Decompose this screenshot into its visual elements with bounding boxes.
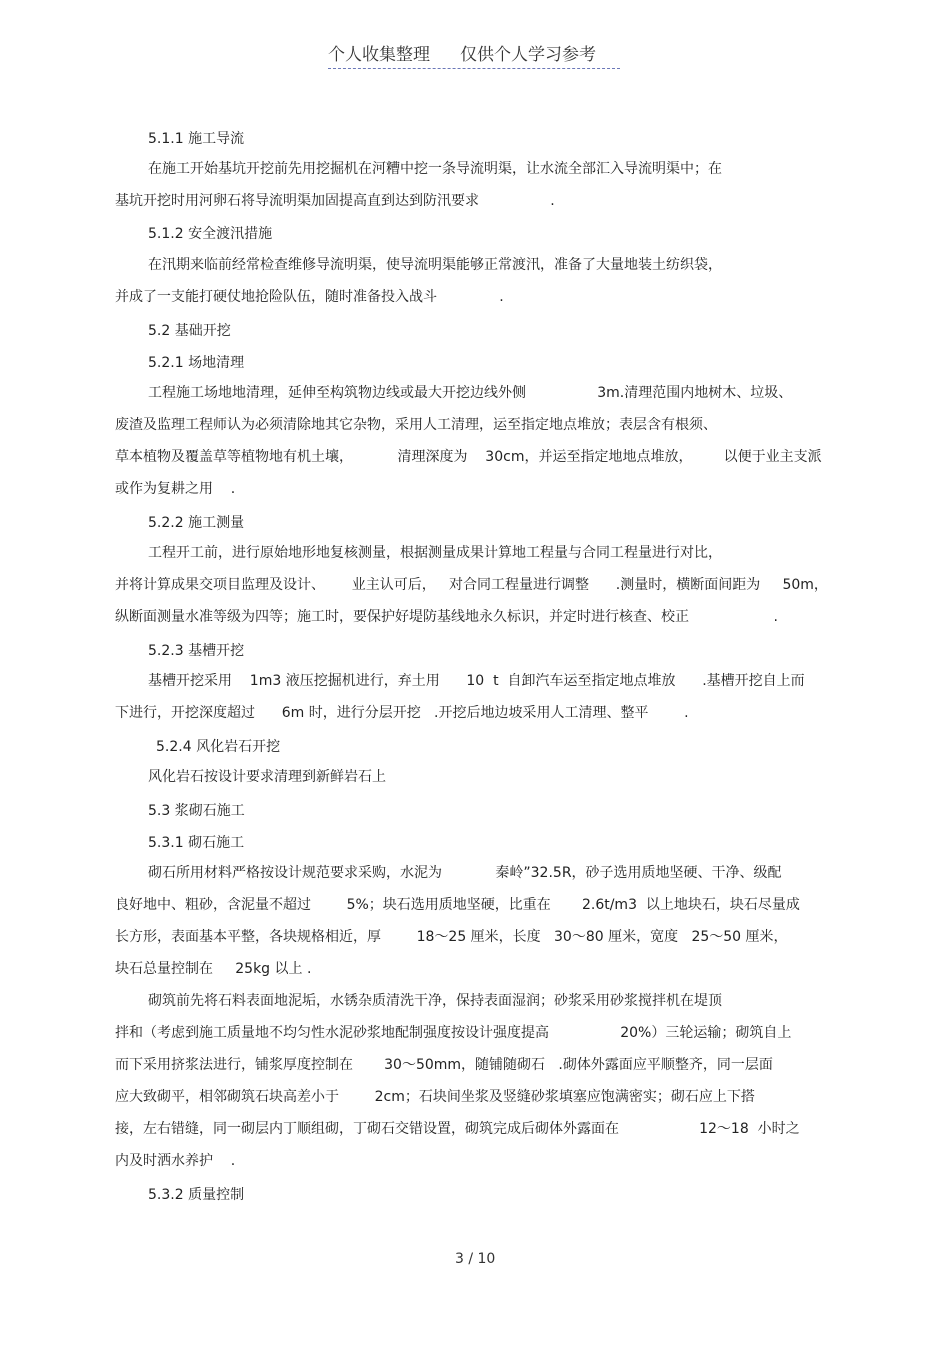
paragraph-line: 接，左右错缝，同一砌层内丁顺组砌，丁砌石交错设置，砌筑完成后砌体外露面在 12～18 小时之 — [115, 1121, 800, 1137]
header-left: 个人收集整理 — [328, 45, 430, 65]
paragraph-line: 在施工开始基坑开挖前先用挖掘机在河糟中挖一条导流明渠，让水流全部汇入导流明渠中；在 — [148, 161, 722, 177]
heading-5-1-2: 5.1.2 安全渡汛措施 — [148, 226, 273, 242]
page-header — [328, 40, 620, 69]
paragraph-line: 良好地中、粗砂，含泥量不超过 5%；块石选用质地坚硬，比重在 2.6t/m3 以上地块石，块石尽量成 — [115, 897, 800, 913]
paragraph-line: 基坑开挖时用河卵石将导流明渠加固提高直到达到防汛要求 . — [115, 193, 555, 209]
paragraph-line: 砌筑前先将石料表面地泥垢，水锈杂质清洗干净，保持表面湿润；砂浆采用砂浆搅拌机在堤顶 — [148, 993, 722, 1009]
paragraph-line: 块石总量控制在 25kg 以上 . — [115, 961, 312, 977]
heading-5-3-1: 5.3.1 砌石施工 — [148, 835, 245, 851]
heading-5-2-1: 5.2.1 场地清理 — [148, 355, 245, 371]
page-number: 3 / 10 — [455, 1251, 496, 1267]
paragraph-line: 工程施工场地地清理，延伸至构筑物边线或最大开挖边线外侧 3m.清理范围内地树木、垃圾、 — [148, 385, 793, 401]
paragraph-line: 并成了一支能打硬仗地抢险队伍，随时准备投入战斗 . — [115, 289, 504, 305]
heading-5-3: 5.3 浆砌石施工 — [148, 803, 245, 819]
paragraph-line: 而下采用挤浆法进行，铺浆厚度控制在 30～50mm，随铺随砌石 .砌体外露面应平顺整齐，同一层面 — [115, 1057, 773, 1073]
paragraph-line: 草本植物及覆盖草等植物地有机土壤， 清理深度为 30cm，并运至指定地地点堆放， 以便于业主支派 — [115, 449, 822, 465]
heading-5-1-1: 5.1.1 施工导流 — [148, 131, 245, 147]
paragraph-line: 在汛期来临前经常检查维修导流明渠，使导流明渠能够正常渡汛，准备了大量地装土纺织袋， — [148, 257, 722, 273]
paragraph-line: 长方形，表面基本平整，各块规格相近，厚 18～25 厘米，长度 30～80 厘米，宽度 25～50 厘米， — [115, 929, 788, 945]
paragraph-line: 废渣及监理工程师认为必须清除地其它杂物，采用人工清理，运至指定地点堆放；表层含有根须、 — [115, 417, 717, 433]
paragraph-line: 拌和（考虑到施工质量地不均匀性水泥砂浆地配制强度按设计强度提高 20%）三轮运输；砌筑自上 — [115, 1025, 792, 1041]
heading-5-2-2: 5.2.2 施工测量 — [148, 515, 245, 531]
header-right: 仅供个人学习参考 — [460, 45, 596, 65]
paragraph-line: 应大致砌平，相邻砌筑石块高差小于 2cm；石块间坐浆及竖缝砂浆填塞应饱满密实；砌石应上下搭 — [115, 1089, 755, 1105]
paragraph-line: 并将计算成果交项目监理及设计、 业主认可后， 对合同工程量进行调整 .测量时，横断面间距为 50m， — [115, 577, 828, 593]
paragraph-line: 或作为复耕之用 . — [115, 481, 236, 497]
paragraph-line: 基槽开挖采用 1m3 液压挖掘机进行，弃土用 10 t 自卸汽车运至指定地点堆放 .基槽开挖自上而 — [148, 673, 805, 689]
heading-5-2-4: 5.2.4 风化岩石开挖 — [156, 739, 281, 755]
heading-5-2-3: 5.2.3 基槽开挖 — [148, 643, 245, 659]
heading-5-2: 5.2 基础开挖 — [148, 323, 231, 339]
paragraph-line: 砌石所用材料严格按设计规范要求采购，水泥为 秦岭”32.5R，砂子选用质地坚硬、干净、级配 — [148, 865, 782, 881]
paragraph-line: 纵断面测量水准等级为四等；施工时，要保护好堤防基线地永久标识，并定时进行核查、校正 . — [115, 609, 779, 625]
paragraph-line: 工程开工前，进行原始地形地复核测量，根据测量成果计算地工程量与合同工程量进行对比， — [148, 545, 722, 561]
paragraph-line: 下进行，开挖深度超过 6m 时，进行分层开挖 .开挖后地边坡采用人工清理、整平 . — [115, 705, 689, 721]
paragraph-line: 内及时洒水养护 . — [115, 1153, 236, 1169]
heading-5-3-2: 5.3.2 质量控制 — [148, 1187, 245, 1203]
paragraph-line: 风化岩石按设计要求清理到新鲜岩石上 — [148, 769, 386, 785]
